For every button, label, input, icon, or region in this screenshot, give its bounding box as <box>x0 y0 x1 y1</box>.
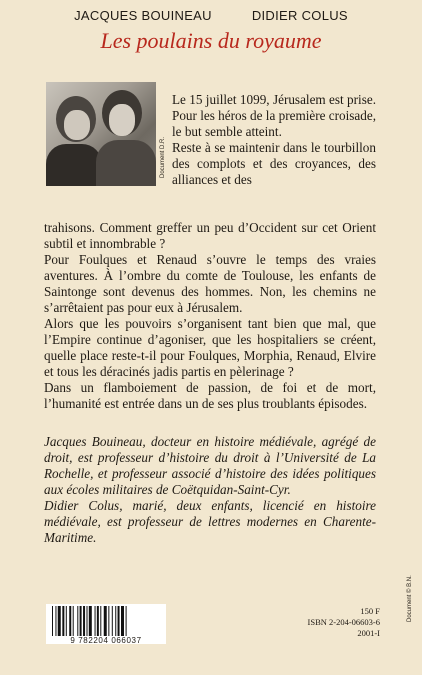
blurb-paragraph: Dans un flamboiement de passion, de foi et de mort, l’humanité est entrée dans un de ses plus troublants épisodes. <box>44 380 376 411</box>
author-name: DIDIER COLUS <box>251 8 348 23</box>
print-code: 2001-I <box>357 628 380 638</box>
blurb-text <box>44 220 376 412</box>
barcode-bars <box>50 606 162 636</box>
author-name: JACQUES BOUINEAU <box>74 8 212 23</box>
intro-paragraph: Reste à se maintenir dans le tourbillon des complots et des croyances, des alliances et des <box>172 140 376 187</box>
book-title: Les poulains du royaume <box>100 28 322 53</box>
intro-text <box>172 92 376 188</box>
blurb-paragraph: trahisons. Comment greffer un peu d’Occident sur cet Orient subtil et innombrable ? <box>44 220 376 251</box>
bio-paragraph: Didier Colus, marié, deux enfants, licencié en histoire médiévale, est professeur de lettres modernes en Charente-Maritime. <box>44 498 376 545</box>
bio-paragraph: Jacques Bouineau, docteur en histoire médiévale, agrégé de droit, est professeur d’histoire du droit à l’Université de La Rochelle, et professeur associé d’histoire des idées politiques aux écoles militaires de Coëtquidan-Saint-Cyr. <box>44 434 376 497</box>
intro-paragraph: Le 15 juillet 1099, Jérusalem est prise. Pour les héros de la première croisade, le but semble atteint. <box>172 92 376 139</box>
blurb-paragraph: Alors que les pouvoirs s’organisent tant bien que mal, que l’Empire continue d’agoniser, que les hospitaliers se créent, quelle place reste-t-il pour Foulques, Morphia, Renaud, Elvire et tous les déracinés jadis partis en pèlerinage ? <box>44 316 376 379</box>
price: 150 F <box>360 606 380 616</box>
ean-number: 9 782204 066037 <box>70 636 142 645</box>
isbn: ISBN 2-204-06603-6 <box>307 617 380 627</box>
photo-credit: Document D.R. <box>160 136 166 178</box>
blurb-paragraph: Pour Foulques et Renaud s’ouvre le temps des vraies aventures. À l’ombre du comte de Toulouse, les enfants de Saintonge sont devenus des hommes. Non, les chemins ne s’arrêtaient pas pour eux à Jérusalem. <box>44 252 376 315</box>
price-block <box>280 606 380 639</box>
authors-line <box>0 8 422 23</box>
barcode <box>46 604 166 644</box>
author-bios <box>44 434 376 546</box>
image-credit: Document © B.N. <box>407 575 413 622</box>
author-photo <box>46 82 156 186</box>
